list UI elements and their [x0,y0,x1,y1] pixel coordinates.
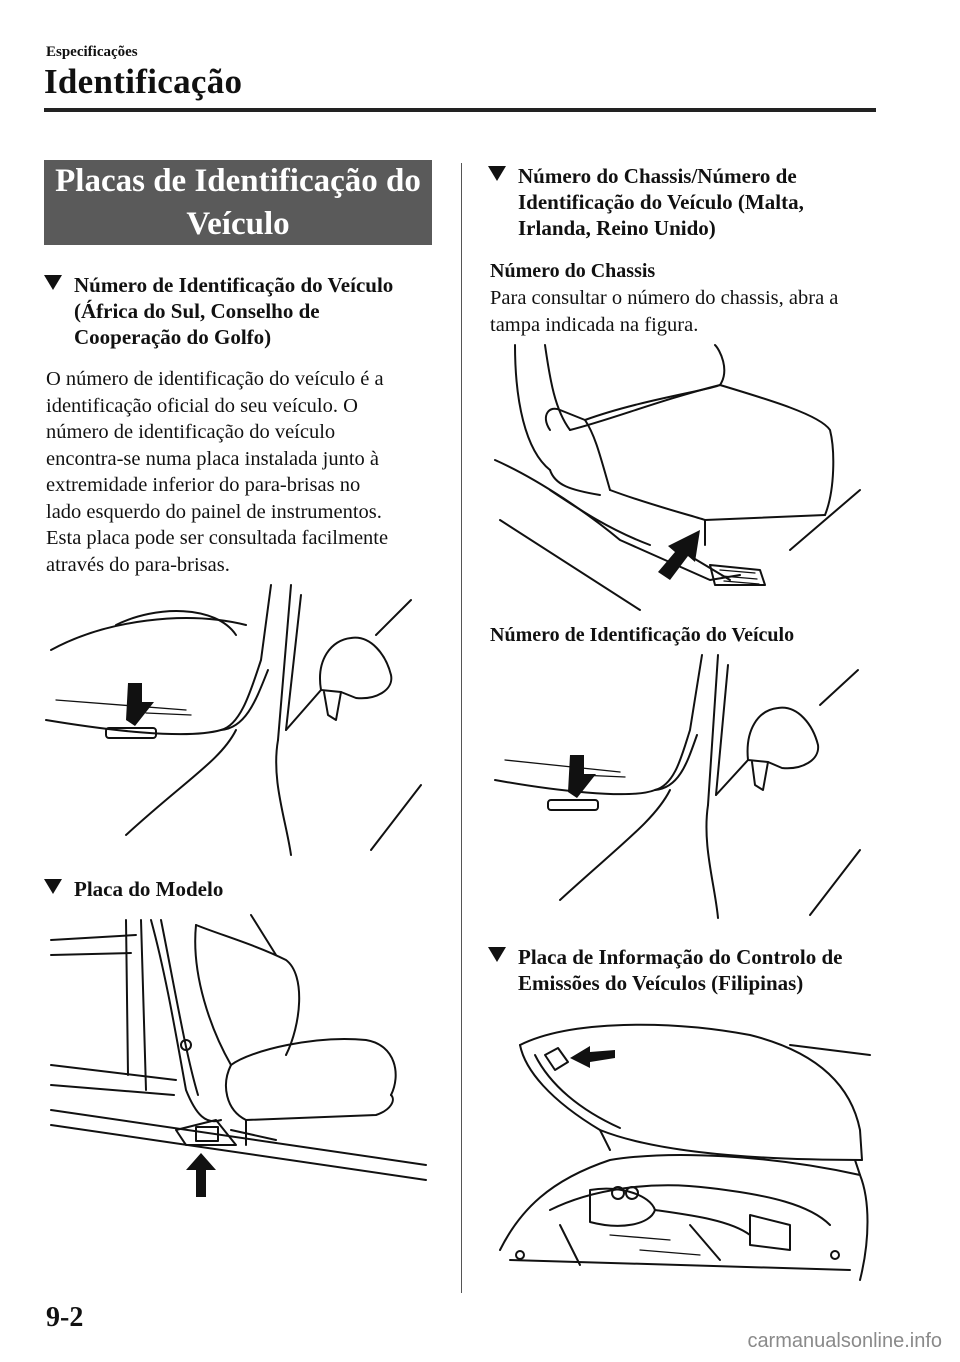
paragraph-line: lado esquerdo do painel de instrumentos. [46,500,382,523]
pointer-arrow-icon [570,1046,615,1068]
figure-emissions-plate [490,1010,875,1285]
heading-line: Número de Identificação do Veículo [74,273,394,297]
heading-chassis-number [488,163,888,243]
figure-dashboard-vin-uk [490,650,870,920]
page-title: Identificação [44,62,243,101]
heading-line: Identificação do Veículo (Malta, [518,190,804,214]
heading-line: (África do Sul, Conselho de [74,299,320,323]
banner-line-1: Placas de Identificação do [55,162,421,199]
paragraph-line: Para consultar o número do chassis, abra a [490,287,839,309]
section-banner [44,160,432,245]
heading-line: Placa de Informação do Controlo de [518,945,843,969]
pointer-arrow-icon [186,1153,216,1197]
heading-line: Emissões do Veículos (Filipinas) [518,971,804,995]
heading-line: Cooperação do Golfo) [74,325,272,349]
triangle-down-icon [488,166,506,181]
paragraph-line: extremidade inferior do para-brisas no [46,474,361,496]
pointer-arrow-icon [568,755,596,798]
triangle-down-icon [44,275,62,290]
title-divider [44,108,876,112]
pointer-arrow-icon [126,683,154,726]
paragraph-line: tampa indicada na figura. [490,313,699,336]
heading-model-plate [44,876,444,904]
paragraph-line: identificação oficial do seu veículo. O [46,394,358,417]
heading-emissions-plate [488,944,888,998]
page-number: 9-2 [46,1302,84,1333]
heading-vin-south-africa [44,272,444,352]
chassis-label: Número do Chassis [490,260,656,282]
paragraph-line: através do para-brisas. [46,553,230,576]
paragraph-line: encontra-se numa placa instalada junto à [46,447,379,470]
paragraph-line: número de identificação do veículo [46,421,336,443]
vin-paragraph [46,366,446,578]
banner-line-2: Veículo [186,205,290,242]
heading-line: Irlanda, Reino Unido) [518,216,716,240]
chassis-paragraph [490,285,890,338]
heading-line: Placa do Modelo [74,877,224,901]
figure-model-plate [46,915,436,1200]
paragraph-line: Esta placa pode ser consultada facilmente [46,527,389,549]
figure-dashboard-vin [46,580,436,860]
heading-line: Número do Chassis/Número de [518,164,797,188]
section-label: Especificações [46,44,138,60]
column-divider [461,163,462,1293]
watermark: carmanualsonline.info [747,1330,942,1352]
triangle-down-icon [488,947,506,962]
figure-chassis-cover [490,340,870,615]
vin-label: Número de Identificação do Veículo [490,624,795,646]
paragraph-line: O número de identificação do veículo é a [46,368,384,390]
triangle-down-icon [44,879,62,894]
